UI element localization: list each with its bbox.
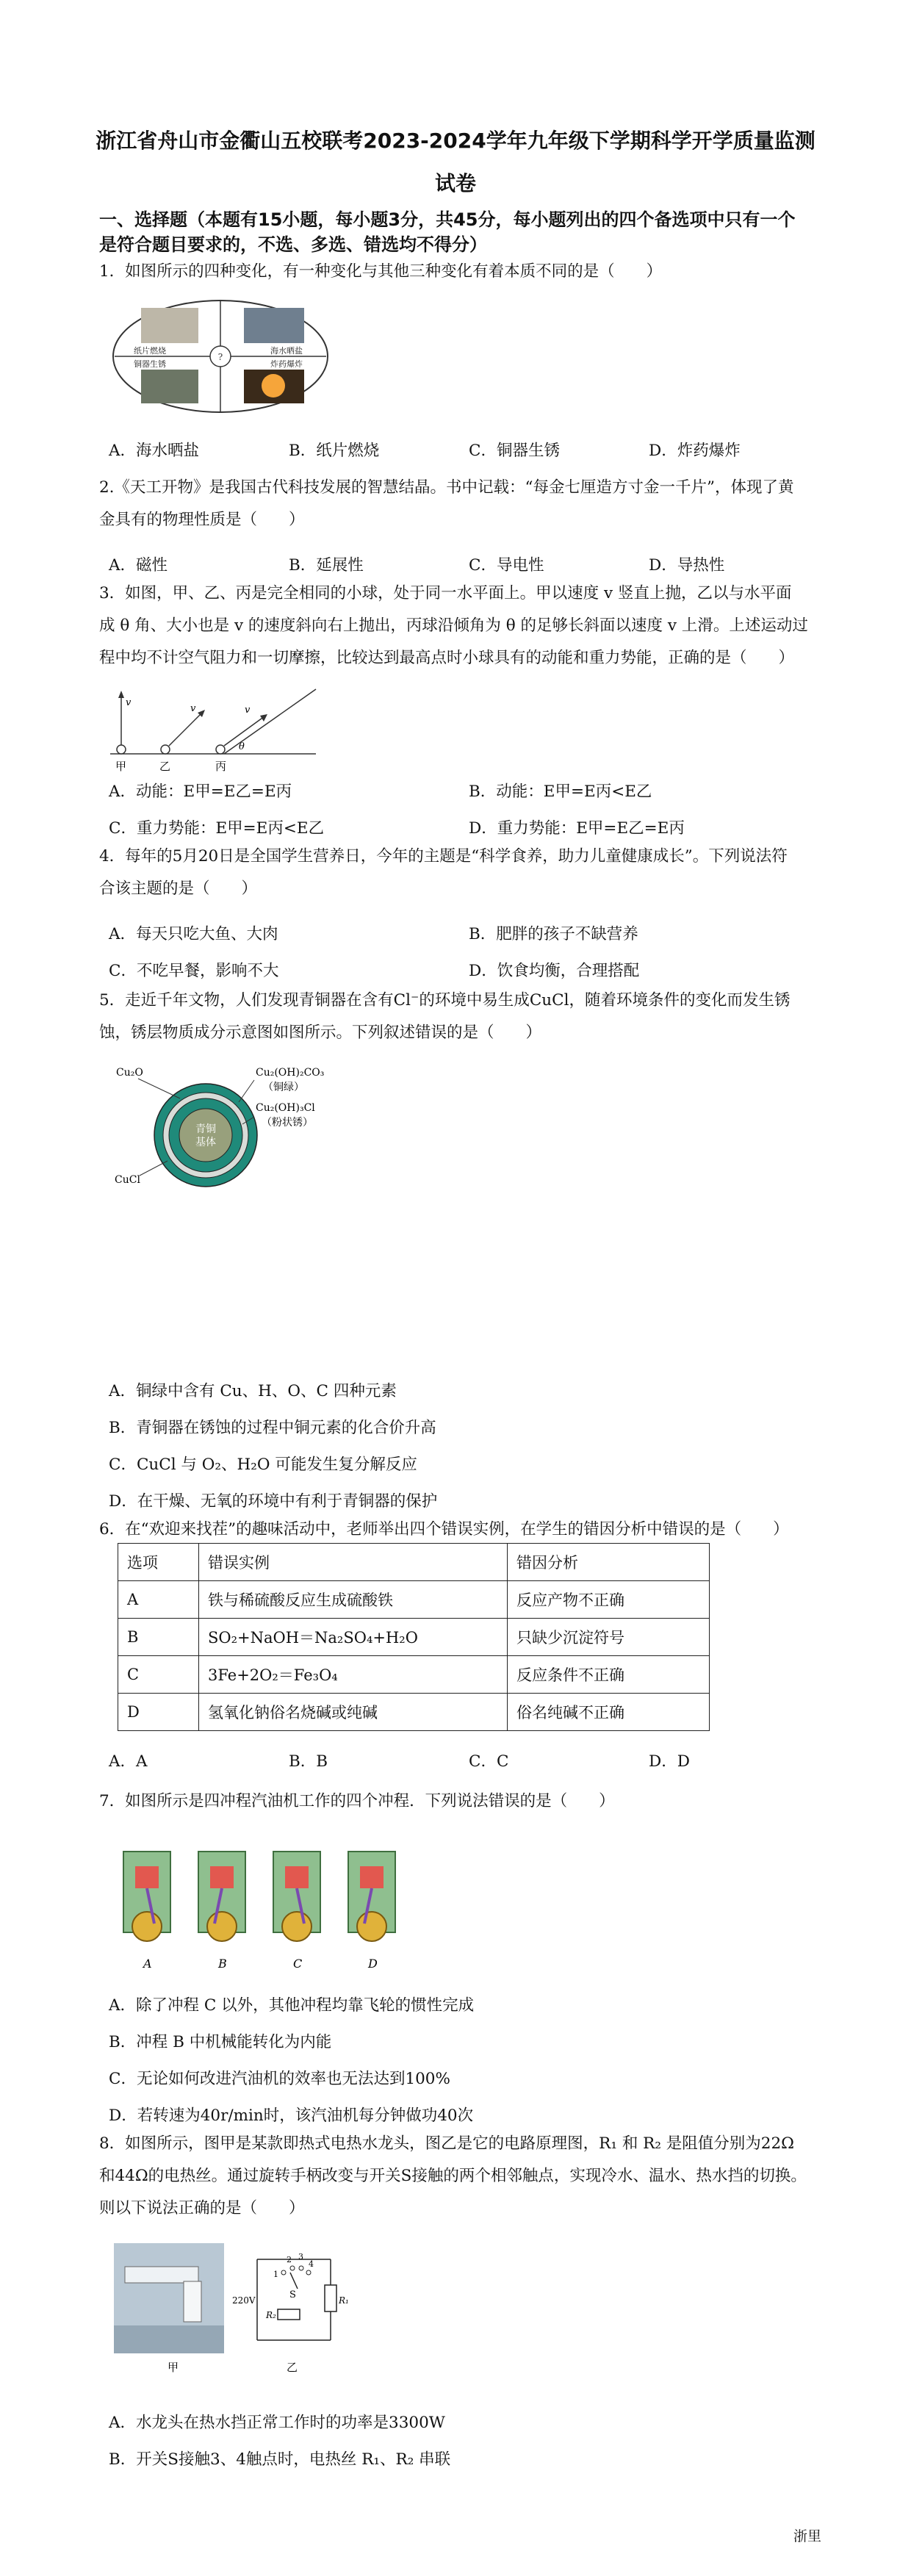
- option-b[interactable]: B．冲程 B 中机械能转化为内能: [109, 2033, 332, 2051]
- option-c[interactable]: C．重力势能：E甲=E丙<E乙: [109, 819, 325, 838]
- q7-fig-label: A: [143, 1957, 152, 1971]
- q8-fig-label: 2: [287, 2255, 292, 2264]
- table-header: 错误实例: [199, 1544, 508, 1581]
- q8-figure: [110, 2237, 360, 2377]
- table-cell: 只缺少沉淀符号: [508, 1619, 710, 1656]
- q5-fig-label: Cu₂(OH)₂CO₃: [256, 1067, 325, 1079]
- q4-options-row1: [109, 921, 829, 944]
- table-cell: 俗名纯碱不正确: [508, 1694, 710, 1731]
- q7-stem: 7．如图所示是四冲程汽油机工作的四个冲程．下列说法错误的是（ ）: [99, 1792, 615, 1810]
- q8-fig-label: 甲: [168, 2361, 179, 2374]
- svg-text:?: ?: [217, 352, 223, 362]
- q8-fig-label: R₂: [266, 2310, 276, 2320]
- option-c[interactable]: C．不吃早餐，影响不大: [109, 962, 279, 980]
- option-d[interactable]: D．若转速为40r/min时，该汽油机每分钟做功40次: [109, 2107, 474, 2125]
- q3-fig-label: v: [190, 703, 196, 714]
- q1-fig-label: 铜器生锈: [134, 359, 166, 369]
- option-d[interactable]: D．导热性: [649, 556, 725, 575]
- q7-figure: [110, 1837, 411, 1976]
- option-d[interactable]: D．重力势能：E甲=E乙=E丙: [469, 819, 685, 838]
- q7-fig-label: B: [218, 1957, 227, 1971]
- q5-fig-label: （粉状锈）: [262, 1117, 313, 1129]
- q3-stem-cont: 程中均不计空气阻力和一切摩擦，比较达到最高点时小球具有的动能和重力势能，正确的是（ ）: [99, 649, 795, 667]
- paper-title-line1: 浙江省舟山市金衢山五校联考2023-2024学年九年级下学期科学开学质量监测: [96, 129, 815, 153]
- table-header: 选项: [118, 1544, 199, 1581]
- table-cell: 3Fe+2O₂＝Fe₃O₄: [199, 1656, 508, 1694]
- q5-fig-label: （铜绿）: [263, 1082, 304, 1093]
- option-d[interactable]: D．饮食均衡，合理搭配: [469, 962, 640, 980]
- option-d[interactable]: D．炸药爆炸: [649, 442, 741, 460]
- q8-fig-label: 3: [298, 2252, 303, 2262]
- q8-fig-label: 4: [309, 2259, 314, 2269]
- table-cell: 铁与稀硫酸反应生成硫酸铁: [199, 1581, 508, 1619]
- table-cell: C: [118, 1656, 199, 1694]
- option-c[interactable]: C．无论如何改进汽油机的效率也无法达到100%: [109, 2070, 450, 2088]
- footer-mark: 浙里: [793, 2528, 821, 2544]
- option-a[interactable]: A．A: [109, 1752, 148, 1771]
- table-row: [118, 1694, 710, 1731]
- q3-stem: 3．如图，甲、乙、丙是完全相同的小球，处于同一水平面上。甲以速度 v 竖直上抛，乙以与水平面: [99, 584, 792, 602]
- option-c[interactable]: C．铜器生锈: [469, 442, 560, 460]
- q7-fig-label: C: [293, 1957, 303, 1971]
- q1-figure: [110, 298, 331, 415]
- table-cell: 氢氧化钠俗名烧碱或纯碱: [199, 1694, 508, 1731]
- table-cell: B: [118, 1619, 199, 1656]
- option-b[interactable]: B．肥胖的孩子不缺营养: [469, 925, 638, 943]
- option-b[interactable]: B．动能：E甲=E丙<E乙: [469, 782, 652, 801]
- q1-options: [109, 438, 829, 461]
- option-c[interactable]: C．导电性: [469, 556, 544, 575]
- q6-options: [109, 1749, 829, 1771]
- q8-fig-label: 220V: [232, 2295, 256, 2306]
- table-cell: D: [118, 1694, 199, 1731]
- q5-fig-label: CuCl: [115, 1174, 140, 1186]
- option-a[interactable]: A．每天只吃大鱼、大肉: [109, 925, 278, 943]
- paper-title-line2: 试卷: [434, 171, 476, 195]
- q3-options-row1: [109, 779, 829, 802]
- option-d[interactable]: D．D: [649, 1752, 690, 1771]
- option-a[interactable]: A．海水晒盐: [109, 442, 200, 460]
- table-row: [118, 1581, 710, 1619]
- table-cell: SO₂+NaOH＝Na₂SO₄+H₂O: [199, 1619, 508, 1656]
- q8-fig-label: S: [289, 2289, 296, 2300]
- q8-fig-label: 1: [273, 2270, 278, 2279]
- q5-stem-cont: 蚀，锈层物质成分示意图如图所示。下列叙述错误的是（ ）: [99, 1023, 542, 1042]
- q3-fig-label: 丙: [215, 760, 227, 773]
- q5-figure: [110, 1058, 375, 1205]
- q2-options: [109, 553, 829, 575]
- q8-stem-cont: 则以下说法正确的是（ ）: [99, 2199, 305, 2217]
- q5-fig-label: 青铜: [195, 1123, 216, 1135]
- q3-fig-label: 乙: [159, 760, 171, 773]
- option-a[interactable]: A．磁性: [109, 556, 168, 575]
- q1-stem: 1．如图所示的四种变化，有一种变化与其他三种变化有着本质不同的是（ ）: [99, 262, 663, 281]
- q4-options-row2: [109, 958, 829, 981]
- table-row: [118, 1619, 710, 1656]
- q6-stem: 6．在“欢迎来找茬”的趣味活动中，老师举出四个错误实例，在学生的错因分析中错误的是（ ）: [99, 1520, 789, 1539]
- option-b[interactable]: B．纸片燃烧: [289, 442, 380, 460]
- table-cell: A: [118, 1581, 199, 1619]
- q2-stem: 2.《天工开物》是我国古代科技发展的智慧结晶。书中记载：“每金七厘造方寸金一千片”，体现了黄: [99, 478, 794, 497]
- table-header-row: [118, 1544, 710, 1581]
- q4-stem: 4．每年的5月20日是全国学生营养日，今年的主题是“科学食养，助力儿童健康成长”。下列说法符: [99, 847, 788, 866]
- option-b[interactable]: B．青铜器在锈蚀的过程中铜元素的化合价升高: [109, 1419, 436, 1437]
- q3-fig-label: 甲: [115, 760, 127, 773]
- option-b[interactable]: B．开关S接触3、4触点时，电热丝 R₁、R₂ 串联: [109, 2450, 451, 2469]
- section-heading: 一、选择题（本题有15小题，每小题3分，共45分，每小题列出的四个备选项中只有一个: [99, 209, 796, 230]
- q5-fig-label: 基体: [195, 1137, 216, 1148]
- q4-stem-cont: 合该主题的是（ ）: [99, 879, 258, 898]
- q3-fig-label: θ: [239, 741, 245, 752]
- option-d[interactable]: D．在干燥、无氧的环境中有利于青铜器的保护: [109, 1492, 438, 1511]
- q8-fig-label: 乙: [287, 2361, 298, 2374]
- q5-stem: 5．走近千年文物，人们发现青铜器在含有Cl⁻的环境中易生成CuCl，随着环境条件的变化而发生锈: [99, 991, 791, 1010]
- q8-stem: 8．如图所示，图甲是某款即热式电热水龙头，图乙是它的电路原理图，R₁ 和 R₂ 是阻值分别为22Ω: [99, 2134, 794, 2153]
- section-heading-cont: 是符合题目要求的，不选、多选、错选均不得分）: [99, 234, 487, 255]
- q3-options-row2: [109, 816, 829, 838]
- table-header: 错因分析: [508, 1544, 710, 1581]
- q3-fig-label: v: [245, 705, 251, 716]
- q6-table: [118, 1543, 710, 1731]
- option-c[interactable]: C．CuCl 与 O₂、H₂O 可能发生复分解反应: [109, 1456, 417, 1474]
- q1-fig-label: 纸片燃烧: [134, 346, 166, 356]
- q5-fig-label: Cu₂(OH)₃Cl: [256, 1102, 315, 1114]
- table-cell: 反应条件不正确: [508, 1656, 710, 1694]
- q8-stem-cont: 和44Ω的电热丝。通过旋转手柄改变与开关S接触的两个相邻触点，实现冷水、温水、热水挡的切换。: [99, 2167, 807, 2185]
- table-cell: 反应产物不正确: [508, 1581, 710, 1619]
- q1-fig-label: 炸药爆炸: [270, 359, 303, 369]
- option-c[interactable]: C．C: [469, 1752, 509, 1771]
- q3-fig-label: v: [126, 697, 132, 708]
- q3-figure: [107, 683, 320, 775]
- option-a[interactable]: A．铜绿中含有 Cu、H、O、C 四种元素: [109, 1382, 397, 1400]
- table-row: [118, 1656, 710, 1694]
- option-b[interactable]: B．延展性: [289, 556, 364, 575]
- q3-stem-cont: 成 θ 角、大小也是 v 的速度斜向右上抛出，丙球沿倾角为 θ 的足够长斜面以速度 v 上滑。上述运动过: [99, 616, 808, 635]
- q1-fig-label: 海水晒盐: [270, 346, 303, 356]
- q7-fig-label: D: [368, 1957, 378, 1971]
- option-b[interactable]: B．B: [289, 1752, 328, 1771]
- option-a[interactable]: A．水龙头在热水挡正常工作时的功率是3300W: [109, 2414, 445, 2432]
- q5-fig-label: Cu₂O: [116, 1067, 143, 1079]
- option-a[interactable]: A．动能：E甲=E乙=E丙: [109, 782, 292, 801]
- q8-fig-label: R₁: [339, 2295, 349, 2306]
- q2-stem-cont: 金具有的物理性质是（ ）: [99, 511, 305, 529]
- option-a[interactable]: A．除了冲程 C 以外，其他冲程均靠飞轮的惯性完成: [109, 1996, 475, 2015]
